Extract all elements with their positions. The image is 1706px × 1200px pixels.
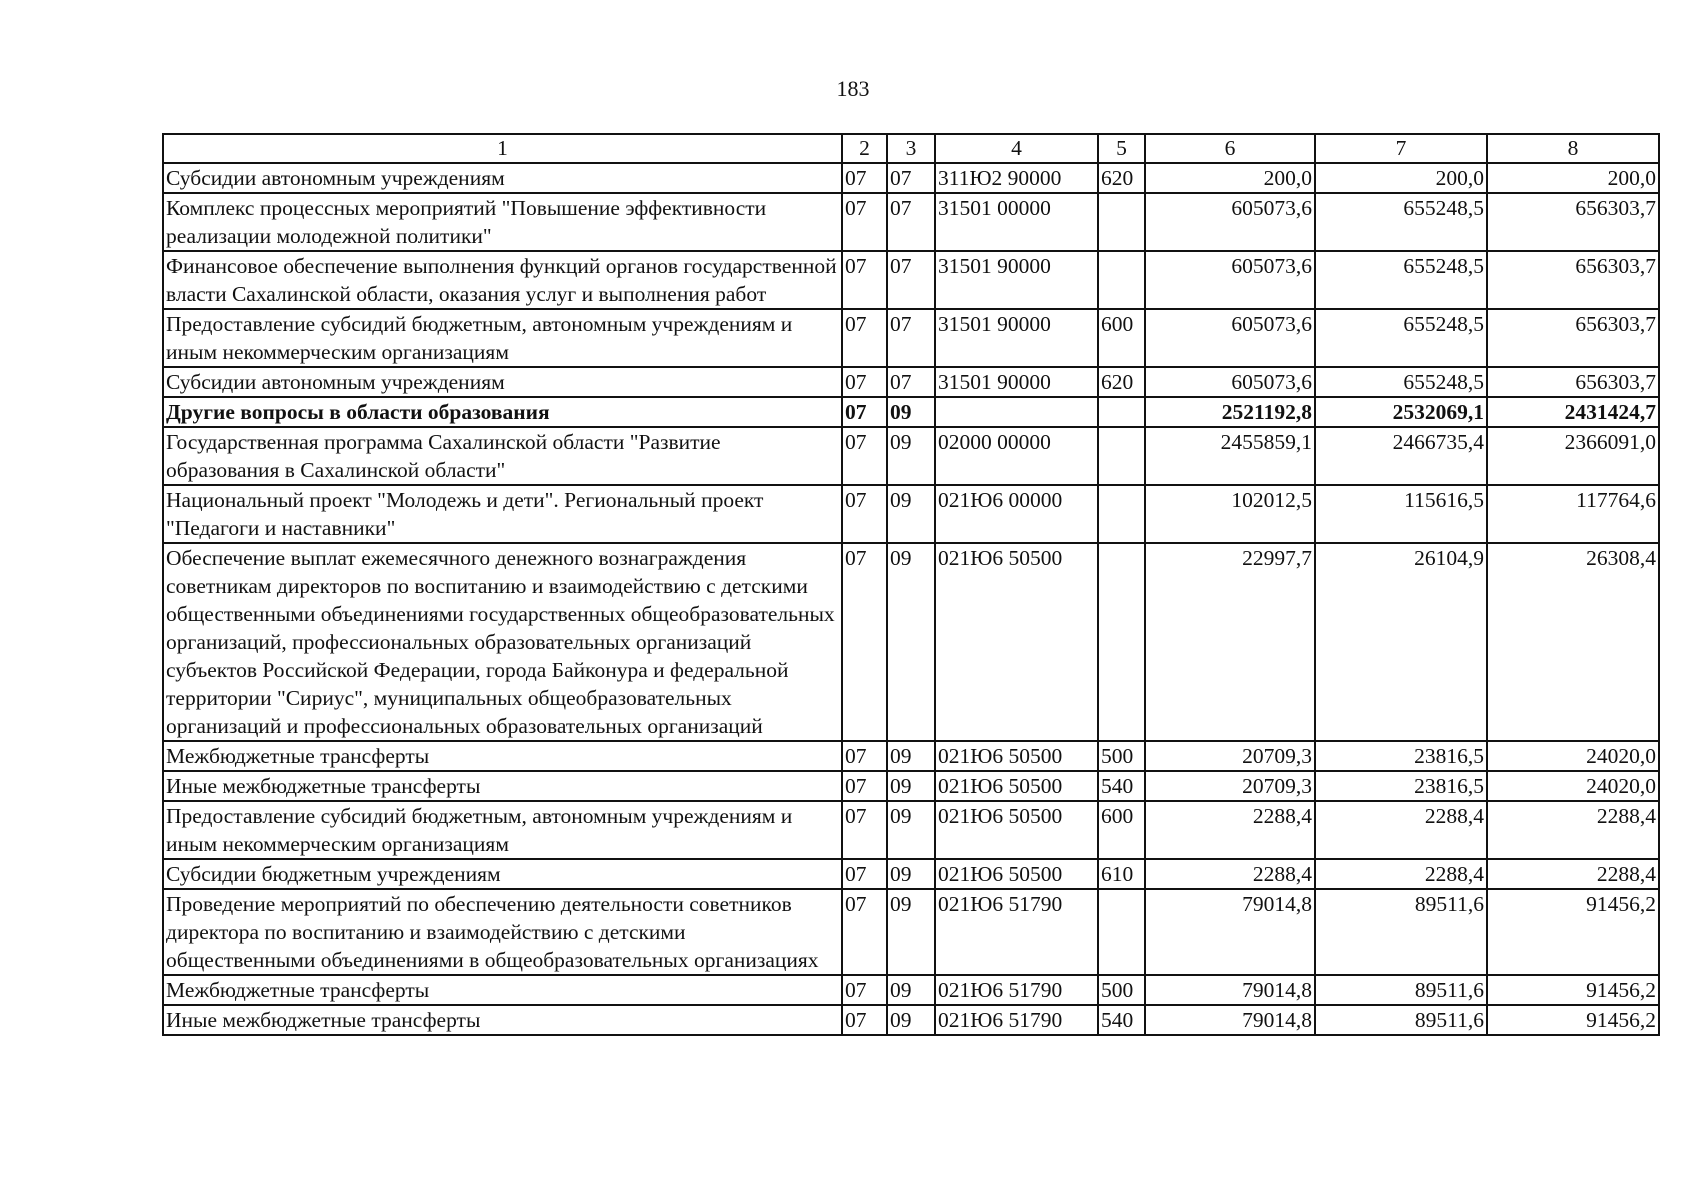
cell-name: Субсидии автономным учреждениям: [163, 163, 842, 193]
table-row: [163, 741, 1659, 771]
cell-name: Национальный проект "Молодежь и дети". Региональный проект "Педагоги и наставники": [163, 485, 842, 543]
cell-amount-col7: 2466735,4: [1315, 427, 1487, 485]
cell-section: 07: [842, 251, 887, 309]
cell-expense-type: [1098, 251, 1145, 309]
cell-amount-col6: 605073,6: [1145, 309, 1315, 367]
table-row: [163, 859, 1659, 889]
table-row: [163, 1005, 1659, 1035]
cell-amount-col7: 89511,6: [1315, 889, 1487, 975]
cell-amount-col6: 605073,6: [1145, 193, 1315, 251]
cell-target-code: 021Ю6 51790: [935, 889, 1098, 975]
cell-expense-type: 600: [1098, 309, 1145, 367]
cell-target-code: 021Ю6 00000: [935, 485, 1098, 543]
cell-amount-col6: 102012,5: [1145, 485, 1315, 543]
header-col-2: 2: [842, 134, 887, 163]
cell-name: Другие вопросы в области образования: [163, 397, 842, 427]
cell-expense-type: [1098, 889, 1145, 975]
table-row: [163, 397, 1659, 427]
cell-amount-col7: 23816,5: [1315, 741, 1487, 771]
cell-amount-col6: 20709,3: [1145, 741, 1315, 771]
cell-amount-col8: 200,0: [1487, 163, 1659, 193]
header-col-8: 8: [1487, 134, 1659, 163]
cell-amount-col6: 2521192,8: [1145, 397, 1315, 427]
cell-subsection: 09: [887, 543, 935, 741]
cell-expense-type: 600: [1098, 801, 1145, 859]
cell-section: 07: [842, 485, 887, 543]
cell-expense-type: [1098, 427, 1145, 485]
cell-amount-col8: 91456,2: [1487, 1005, 1659, 1035]
table-row: [163, 543, 1659, 741]
cell-amount-col7: 655248,5: [1315, 193, 1487, 251]
cell-subsection: 09: [887, 771, 935, 801]
cell-expense-type: 500: [1098, 975, 1145, 1005]
cell-subsection: 07: [887, 251, 935, 309]
cell-amount-col8: 24020,0: [1487, 741, 1659, 771]
cell-name: Межбюджетные трансферты: [163, 741, 842, 771]
cell-amount-col8: 91456,2: [1487, 975, 1659, 1005]
table-row: [163, 309, 1659, 367]
cell-name: Государственная программа Сахалинской области "Развитие образования в Сахалинской области": [163, 427, 842, 485]
cell-target-code: 021Ю6 50500: [935, 771, 1098, 801]
page-number: 183: [836, 76, 870, 101]
cell-target-code: 021Ю6 50500: [935, 543, 1098, 741]
cell-amount-col6: 20709,3: [1145, 771, 1315, 801]
cell-section: 07: [842, 801, 887, 859]
table-row: [163, 801, 1659, 859]
cell-amount-col8: 656303,7: [1487, 309, 1659, 367]
cell-target-code: 31501 90000: [935, 367, 1098, 397]
cell-subsection: 09: [887, 801, 935, 859]
cell-amount-col6: 2288,4: [1145, 801, 1315, 859]
cell-amount-col8: 24020,0: [1487, 771, 1659, 801]
cell-section: 07: [842, 1005, 887, 1035]
budget-table: [162, 133, 1660, 1036]
cell-section: 07: [842, 163, 887, 193]
cell-amount-col8: 2288,4: [1487, 801, 1659, 859]
cell-amount-col6: 605073,6: [1145, 251, 1315, 309]
cell-expense-type: 540: [1098, 1005, 1145, 1035]
header-col-5: 5: [1098, 134, 1145, 163]
cell-amount-col8: 2431424,7: [1487, 397, 1659, 427]
cell-amount-col8: 2366091,0: [1487, 427, 1659, 485]
cell-amount-col7: 655248,5: [1315, 309, 1487, 367]
cell-amount-col7: 23816,5: [1315, 771, 1487, 801]
cell-section: 07: [842, 889, 887, 975]
table-row: [163, 163, 1659, 193]
cell-section: 07: [842, 741, 887, 771]
cell-amount-col7: 655248,5: [1315, 251, 1487, 309]
cell-amount-col7: 2288,4: [1315, 859, 1487, 889]
cell-amount-col8: 656303,7: [1487, 251, 1659, 309]
cell-amount-col6: 79014,8: [1145, 975, 1315, 1005]
cell-section: 07: [842, 367, 887, 397]
cell-amount-col8: 117764,6: [1487, 485, 1659, 543]
header-col-4: 4: [935, 134, 1098, 163]
cell-target-code: 021Ю6 50500: [935, 859, 1098, 889]
table-row: [163, 889, 1659, 975]
cell-expense-type: 610: [1098, 859, 1145, 889]
cell-name: Субсидии автономным учреждениям: [163, 367, 842, 397]
cell-expense-type: 500: [1098, 741, 1145, 771]
cell-name: Иные межбюджетные трансферты: [163, 771, 842, 801]
cell-amount-col7: 89511,6: [1315, 1005, 1487, 1035]
cell-amount-col7: 2532069,1: [1315, 397, 1487, 427]
cell-target-code: 31501 00000: [935, 193, 1098, 251]
header-col-3: 3: [887, 134, 935, 163]
cell-name: Проведение мероприятий по обеспечению деятельности советников директора по воспитанию и взаимодействию с детскими общественными объединениями в общеобразовательных организациях: [163, 889, 842, 975]
cell-amount-col6: 2455859,1: [1145, 427, 1315, 485]
cell-subsection: 09: [887, 427, 935, 485]
cell-subsection: 09: [887, 975, 935, 1005]
cell-section: 07: [842, 771, 887, 801]
cell-name: Иные межбюджетные трансферты: [163, 1005, 842, 1035]
cell-section: 07: [842, 975, 887, 1005]
cell-subsection: 09: [887, 859, 935, 889]
cell-subsection: 07: [887, 367, 935, 397]
cell-target-code: 021Ю6 51790: [935, 1005, 1098, 1035]
table-row: [163, 367, 1659, 397]
cell-amount-col6: 79014,8: [1145, 1005, 1315, 1035]
cell-section: 07: [842, 397, 887, 427]
cell-amount-col7: 89511,6: [1315, 975, 1487, 1005]
cell-section: 07: [842, 309, 887, 367]
cell-amount-col6: 200,0: [1145, 163, 1315, 193]
cell-expense-type: [1098, 543, 1145, 741]
cell-target-code: 02000 00000: [935, 427, 1098, 485]
cell-subsection: 07: [887, 163, 935, 193]
cell-target-code: 021Ю6 50500: [935, 801, 1098, 859]
cell-subsection: 09: [887, 397, 935, 427]
cell-name: Межбюджетные трансферты: [163, 975, 842, 1005]
header-col-1: 1: [163, 134, 842, 163]
cell-name: Предоставление субсидий бюджетным, автономным учреждениям и иным некоммерческим организациям: [163, 309, 842, 367]
cell-subsection: 09: [887, 889, 935, 975]
header-row: [163, 134, 1659, 163]
cell-subsection: 09: [887, 1005, 935, 1035]
cell-section: 07: [842, 193, 887, 251]
cell-target-code: [935, 397, 1098, 427]
cell-expense-type: 620: [1098, 367, 1145, 397]
cell-target-code: 021Ю6 50500: [935, 741, 1098, 771]
cell-expense-type: [1098, 485, 1145, 543]
cell-expense-type: 540: [1098, 771, 1145, 801]
cell-amount-col8: 656303,7: [1487, 193, 1659, 251]
cell-expense-type: 620: [1098, 163, 1145, 193]
cell-section: 07: [842, 427, 887, 485]
cell-target-code: 31501 90000: [935, 309, 1098, 367]
cell-expense-type: [1098, 193, 1145, 251]
cell-subsection: 09: [887, 741, 935, 771]
cell-subsection: 09: [887, 485, 935, 543]
cell-name: Финансовое обеспечение выполнения функций органов государственной власти Сахалинской области, оказания услуг и выполнения работ: [163, 251, 842, 309]
header-col-7: 7: [1315, 134, 1487, 163]
cell-section: 07: [842, 543, 887, 741]
cell-amount-col7: 655248,5: [1315, 367, 1487, 397]
cell-section: 07: [842, 859, 887, 889]
cell-amount-col8: 2288,4: [1487, 859, 1659, 889]
cell-expense-type: [1098, 397, 1145, 427]
table-row: [163, 251, 1659, 309]
table-row: [163, 975, 1659, 1005]
table-row: [163, 771, 1659, 801]
table-row: [163, 485, 1659, 543]
cell-target-code: 311Ю2 90000: [935, 163, 1098, 193]
cell-amount-col6: 79014,8: [1145, 889, 1315, 975]
cell-name: Субсидии бюджетным учреждениям: [163, 859, 842, 889]
cell-amount-col7: 200,0: [1315, 163, 1487, 193]
cell-subsection: 07: [887, 309, 935, 367]
cell-target-code: 31501 90000: [935, 251, 1098, 309]
cell-amount-col7: 26104,9: [1315, 543, 1487, 741]
header-col-6: 6: [1145, 134, 1315, 163]
cell-name: Комплекс процессных мероприятий "Повышение эффективности реализации молодежной политики": [163, 193, 842, 251]
table-row: [163, 193, 1659, 251]
cell-subsection: 07: [887, 193, 935, 251]
cell-amount-col7: 2288,4: [1315, 801, 1487, 859]
cell-amount-col8: 91456,2: [1487, 889, 1659, 975]
cell-amount-col8: 656303,7: [1487, 367, 1659, 397]
cell-amount-col6: 2288,4: [1145, 859, 1315, 889]
cell-target-code: 021Ю6 51790: [935, 975, 1098, 1005]
cell-amount-col7: 115616,5: [1315, 485, 1487, 543]
cell-amount-col6: 605073,6: [1145, 367, 1315, 397]
cell-amount-col6: 22997,7: [1145, 543, 1315, 741]
cell-amount-col8: 26308,4: [1487, 543, 1659, 741]
cell-name: Предоставление субсидий бюджетным, автономным учреждениям и иным некоммерческим организациям: [163, 801, 842, 859]
table-row: [163, 427, 1659, 485]
cell-name: Обеспечение выплат ежемесячного денежного вознаграждения советникам директоров по воспитанию и взаимодействию с детскими общественными объединениями государственных общеобразовательных организаций, профессиональных образовательных организаций субъектов Российской Федерации, города Байконура и федеральной территории "Сириус", муниципальных общеобразовательных организаций и профессиональных образовательных организаций: [163, 543, 842, 741]
